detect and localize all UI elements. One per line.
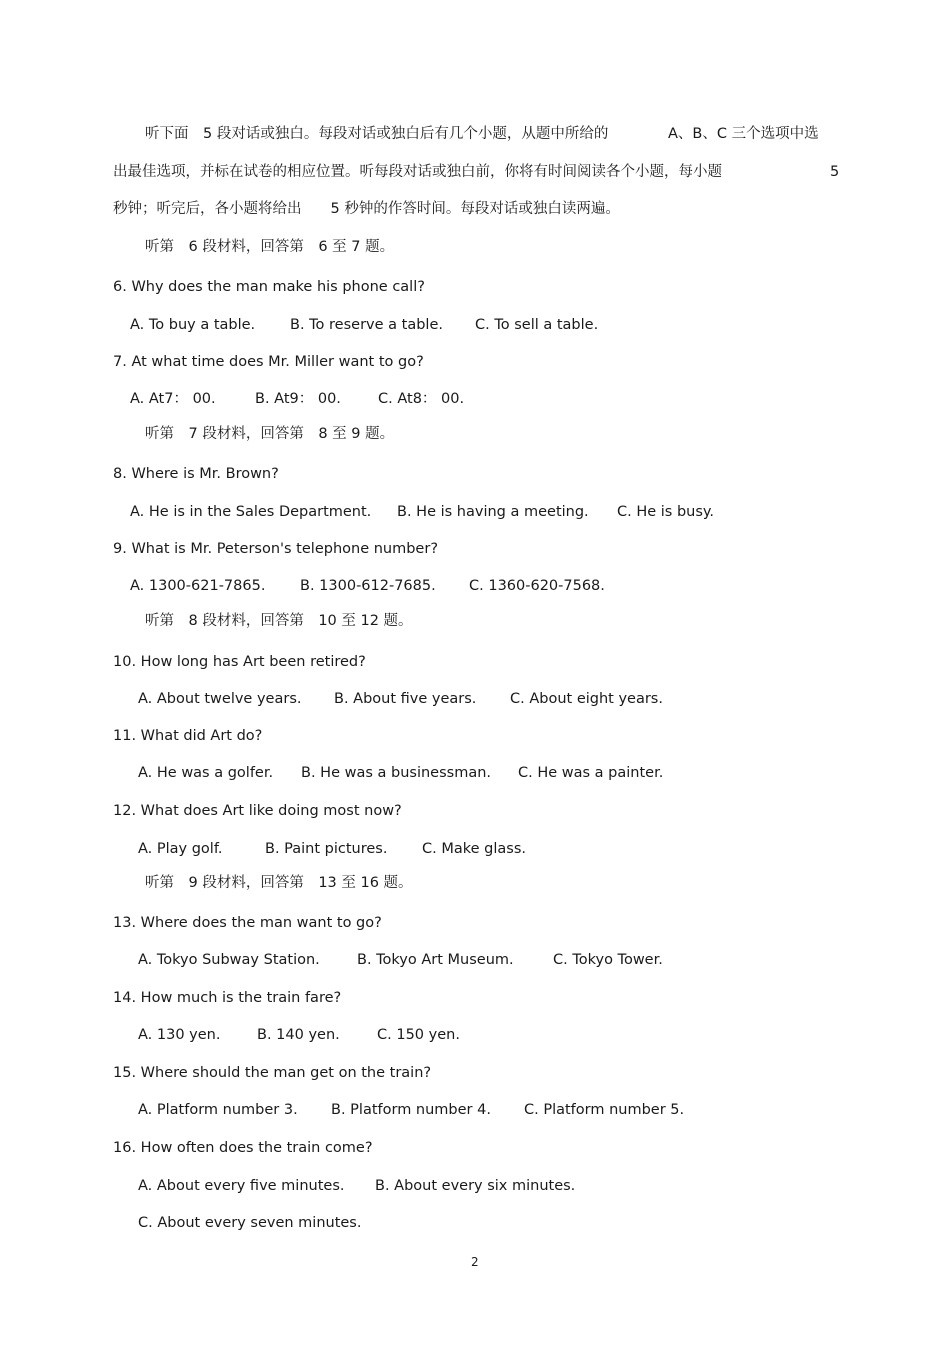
- section-header: 听第 6 段材料，回答第 6 至 7 题。: [145, 239, 395, 255]
- option-row: [0, 1177, 950, 1195]
- question-stem: 15. Where should the man get on the train?: [113, 1065, 432, 1081]
- option-b: B. 140 yen.: [257, 1027, 340, 1043]
- instruction-line-1: [145, 125, 608, 143]
- option-a: A. Play golf.: [138, 841, 223, 857]
- option-c: C. 150 yen.: [377, 1027, 460, 1043]
- option-row: [0, 690, 950, 708]
- option-c: C. At8： 00.: [378, 391, 465, 407]
- question-stem: 13. Where does the man want to go?: [113, 915, 382, 931]
- instruction-text: 秒钟；听完后，各小题将给出 5 秒钟的作答时间。每段对话或独白读两遍。: [113, 201, 620, 217]
- option-a: A. Platform number 3.: [138, 1102, 298, 1118]
- option-c: C. About eight years.: [510, 691, 663, 707]
- option-a: A. He was a golfer.: [138, 765, 274, 781]
- question-stem: 8. Where is Mr. Brown?: [113, 466, 279, 482]
- option-a: A. At7： 00.: [130, 391, 216, 407]
- option-row: [0, 316, 950, 334]
- instruction-line-1-end: [668, 125, 819, 143]
- section-header: 听第 8 段材料，回答第 10 至 12 题。: [145, 613, 413, 629]
- option-row: [0, 1101, 950, 1119]
- option-row: [0, 764, 950, 782]
- option-row: [0, 503, 950, 521]
- option-row: [0, 1214, 950, 1232]
- page-number: 2: [471, 1255, 479, 1269]
- option-c: C. Tokyo Tower.: [553, 952, 663, 968]
- option-a: A. 130 yen.: [138, 1027, 221, 1043]
- option-b: B. At9： 00.: [255, 391, 341, 407]
- question-stem: 12. What does Art like doing most now?: [113, 803, 402, 819]
- option-b: B. Platform number 4.: [331, 1102, 491, 1118]
- option-c: C. 1360-620-7568.: [469, 578, 605, 594]
- option-row: [0, 390, 950, 408]
- question-stem: 6. Why does the man make his phone call?: [113, 279, 425, 295]
- option-row: [0, 840, 950, 858]
- option-a: A. Tokyo Subway Station.: [138, 952, 320, 968]
- option-a: A. About twelve years.: [138, 691, 302, 707]
- option-a: A. About every five minutes.: [138, 1178, 345, 1194]
- section-header: 听第 9 段材料，回答第 13 至 16 题。: [145, 875, 413, 891]
- option-c: C. To sell a table.: [475, 317, 599, 333]
- question-stem: 7. At what time does Mr. Miller want to go?: [113, 354, 424, 370]
- instruction-text: 出最佳选项，并标在试卷的相应位置。听每段对话或独白前，你将有时间阅读各个小题，每小题: [113, 164, 722, 180]
- option-b: B. He is having a meeting.: [397, 504, 589, 520]
- option-c: C. He is busy.: [617, 504, 715, 520]
- option-row: [0, 951, 950, 969]
- option-b: B. About five years.: [334, 691, 477, 707]
- instruction-text: A、B、C 三个选项中选: [668, 126, 819, 142]
- option-b: B. He was a businessman.: [301, 765, 492, 781]
- option-b: B. Tokyo Art Museum.: [357, 952, 514, 968]
- option-b: B. 1300-612-7685.: [300, 578, 436, 594]
- question-stem: 10. How long has Art been retired?: [113, 654, 366, 670]
- option-c: C. Make glass.: [422, 841, 526, 857]
- question-stem: 14. How much is the train fare?: [113, 990, 342, 1006]
- question-stem: 11. What did Art do?: [113, 728, 263, 744]
- option-a: A. 1300-621-7865.: [130, 578, 266, 594]
- question-stem: 16. How often does the train come?: [113, 1140, 373, 1156]
- option-c: C. About every seven minutes.: [138, 1215, 362, 1231]
- option-a: A. To buy a table.: [130, 317, 256, 333]
- option-row: [0, 1026, 950, 1044]
- option-b: B. To reserve a table.: [290, 317, 443, 333]
- option-b: B. About every six minutes.: [375, 1178, 576, 1194]
- option-c: C. He was a painter.: [518, 765, 664, 781]
- option-b: B. Paint pictures.: [265, 841, 388, 857]
- instruction-text: 5: [830, 164, 840, 180]
- option-a: A. He is in the Sales Department.: [130, 504, 372, 520]
- instruction-line-3: [113, 200, 620, 218]
- instruction-line-2: [113, 163, 722, 181]
- question-stem: 9. What is Mr. Peterson's telephone number?: [113, 541, 439, 557]
- instruction-text: 听下面 5 段对话或独白。每段对话或独白后有几个小题，从题中所给的: [145, 126, 609, 142]
- instruction-line-2-end: [830, 163, 839, 181]
- option-c: C. Platform number 5.: [524, 1102, 685, 1118]
- section-header: 听第 7 段材料，回答第 8 至 9 题。: [145, 426, 395, 442]
- option-row: [0, 577, 950, 595]
